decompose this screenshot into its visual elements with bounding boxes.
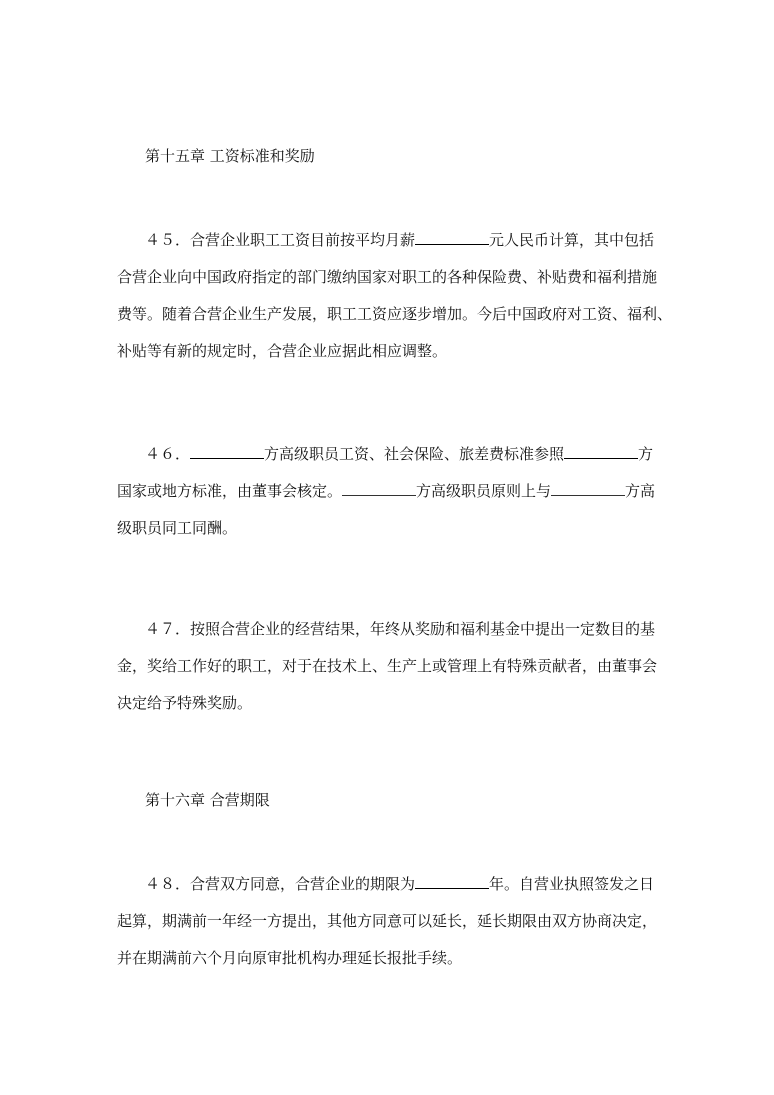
article-46-number: ４６． [145,445,191,463]
article-46-line-2: 国家或地方标准，由董事会核定。 方高级职员原则上与 方高 [117,482,656,500]
article-45 [117,222,673,370]
term-years-blank [415,874,489,889]
article-47-number: ４７． [145,620,191,638]
article-47-line-3: 决定给予特殊奖励。 [117,694,253,712]
article-45-line-2: 合营企业向中国政府指定的部门缴纳国家对职工的各种保险费、补贴费和福利措施 [117,268,658,286]
article-47-line-1: ４７．按照合营企业的经营结果，年终从奖励和福利基金中提出一定数目的基 [145,620,656,638]
article-46-line-1: ４６． 方高级职员工资、社会保险、旅差费标准参照 方 [145,445,654,463]
article-48-number: ４８． [145,875,191,893]
article-48-line-3: 并在期满前六个月向原审批机构办理延长报批手续。 [117,949,463,967]
chapter-16-heading: 第十六章 合营期限 [145,791,270,809]
article-45-number: ４５． [145,231,191,249]
article-48-line-1: ４８．合营双方同意，合营企业的期限为 年。自营业执照签发之日 [145,875,655,893]
party-blank-2 [564,444,638,459]
article-47 [117,611,662,722]
article-45-line-1: ４５．合营企业职工工资目前按平均月薪 元人民币计算，其中包括 [145,231,655,249]
article-46 [117,436,662,547]
salary-blank [415,230,489,245]
article-46-line-3: 级职员同工同酬。 [117,519,238,537]
article-48-line-2: 起算，期满前一年经一方提出，其他方同意可以延长，延长期限由双方协商决定， [117,912,658,930]
party-blank-4 [551,481,625,496]
party-blank-1 [190,444,264,459]
article-45-line-4: 补贴等有新的规定时，合营企业应据此相应调整。 [117,342,448,360]
article-47-line-2: 金，奖给工作好的职工，对于在技术上、生产上或管理上有特殊贡献者，由董事会 [117,657,658,675]
article-48 [117,866,662,977]
chapter-15-heading: 第十五章 工资标准和奖励 [145,147,315,165]
party-blank-3 [342,481,416,496]
article-45-line-3: 费等。随着合营企业生产发展，职工工资应逐步增加。今后中国政府对工资、福利、 [117,305,673,323]
